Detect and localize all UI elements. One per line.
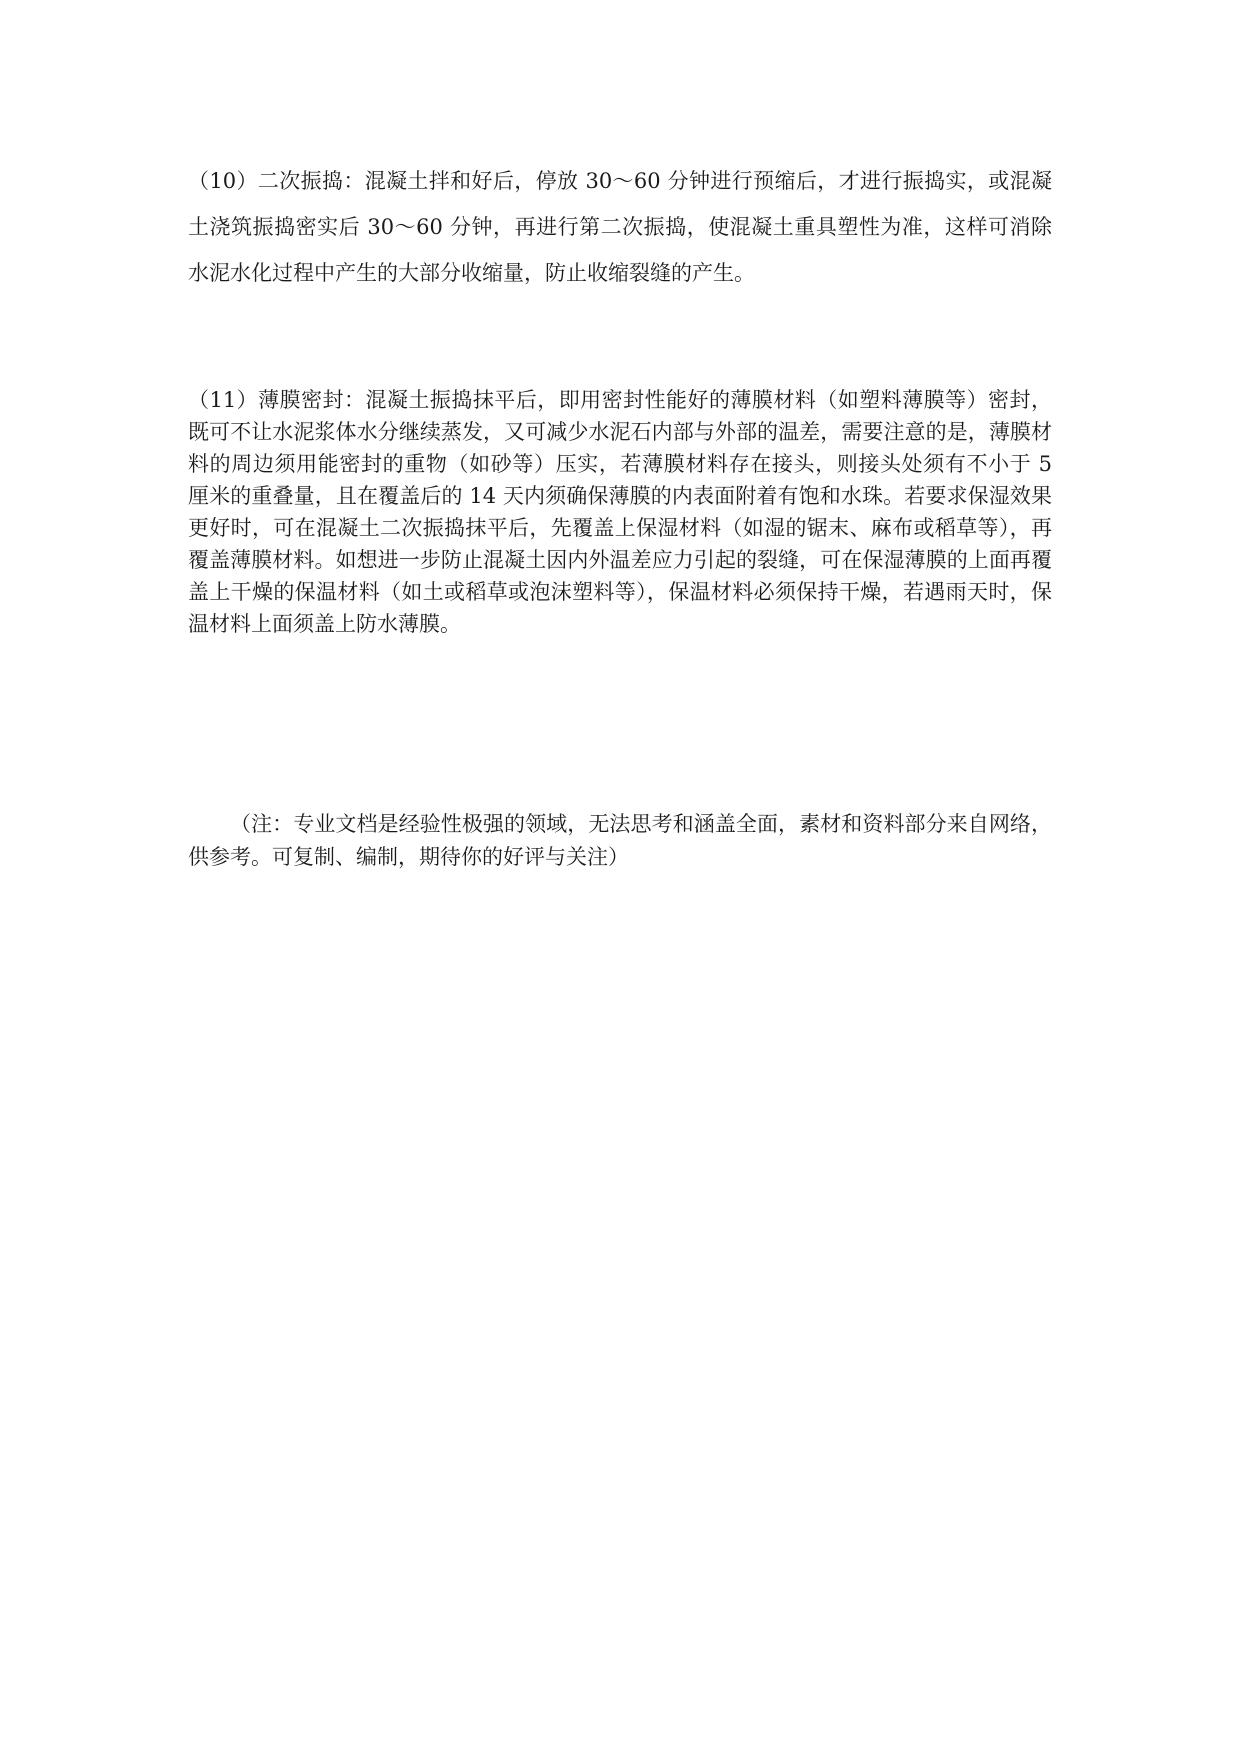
disclaimer-note: （注：专业文档是经验性极强的领域，无法思考和涵盖全面，素材和资料部分来自网络，供参考。可复制、编制，期待你的好评与关注） (188, 812, 1052, 869)
paragraph-11-film-sealing: （11）薄膜密封：混凝土振捣抹平后，即用密封性能好的薄膜材料（如塑料薄膜等）密封，既可不让水泥浆体水分继续蒸发，又可减少水泥石内部与外部的温差，需要注意的是，薄膜材料的周边须用能密封的重物（如砂等）压实，若薄膜材料存在接头，则接头处须有不小于 5 厘米的重叠量，且在覆盖后的 14 天内须确保薄膜的内表面附着有饱和水珠。若要求保湿效果更好时，可在混凝土二次振捣抹平后，先覆盖上保湿材料（如湿的锯末、麻布或稻草等），再覆盖薄膜材料。如想进一步防止混凝土因内外温差应力引起的裂缝，可在保湿薄膜的上面再覆盖上干燥的保温材料（如土或稻草或泡沫塑料等），保温材料必须保持干燥，若遇雨天时，保温材料上面须盖上防水薄膜。 (188, 388, 1052, 636)
paragraph-10-secondary-vibration: （10）二次振捣：混凝土拌和好后，停放 30～60 分钟进行预缩后，才进行振捣实，或混凝土浇筑振捣密实后 30～60 分钟，再进行第二次振捣，使混凝土重具塑性为准，这样可消除水泥水化过程中产生的大部分收缩量，防止收缩裂缝的产生。 (188, 169, 1052, 285)
